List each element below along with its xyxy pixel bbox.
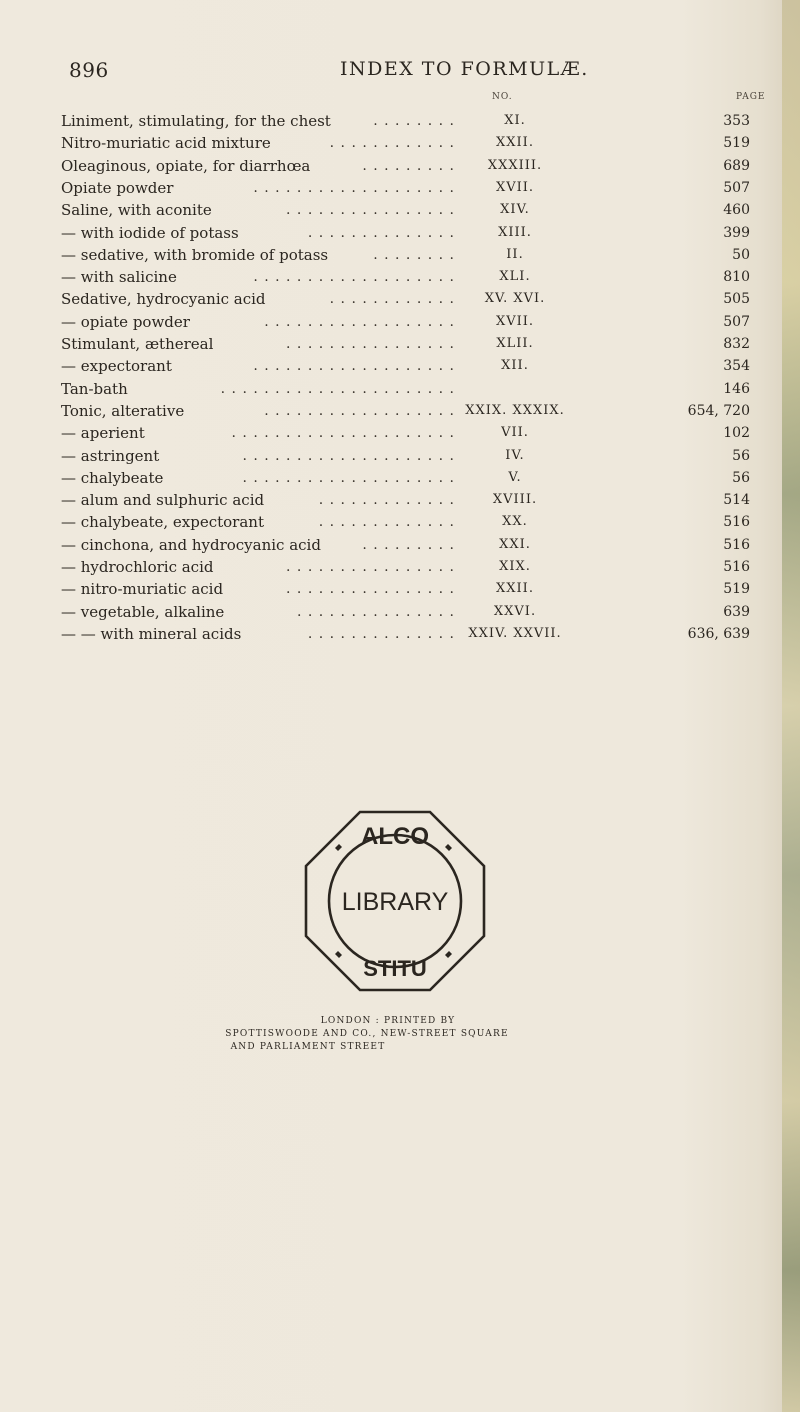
dot-leader: . . . . . . . . . . . . (329, 291, 455, 308)
entry-formula-number-text: XIX. (499, 559, 531, 574)
entry-page: 516 (723, 559, 750, 575)
entry-name: — alum and sulphuric acid (61, 491, 265, 510)
index-entry (0, 489, 800, 511)
entry-formula-number-text: VII. (501, 425, 529, 441)
index-entry (0, 199, 800, 221)
entry-page: 50 (732, 246, 750, 263)
dot-leader: . . . . . . . . (373, 113, 455, 129)
dot-leader: . . . . . . . . . . . . . . . . . . . . . . (220, 380, 455, 397)
entry-page: 514 (723, 492, 750, 509)
entry-page: 507 (723, 313, 750, 330)
dot-leader: . . . . . . . . . . . . . . (307, 625, 455, 642)
index-entry (0, 355, 800, 377)
entry-name: — sedative, with bromide of potass (61, 245, 329, 264)
index-entry (0, 511, 800, 533)
column-header-page: PAGE (736, 92, 766, 102)
entry-name: Oleaginous, opiate, for diarrhœa (61, 156, 311, 175)
dot-leader: . . . . . . . . . . . . . . . . (286, 559, 455, 575)
index-entry (0, 222, 800, 244)
index-entry (0, 445, 800, 467)
entry-formula-number-text: XLI. (499, 269, 531, 285)
entry-page: 516 (723, 536, 750, 553)
entry-page: 636, 639 (687, 625, 750, 642)
entry-formula-number-text: XVII. (495, 179, 535, 195)
index-entry (0, 534, 800, 556)
entry-page: 507 (723, 179, 750, 196)
entry-formula-number-text: XXII. (496, 135, 534, 151)
index-entry (0, 288, 800, 310)
dot-leader: . . . . . . . . . . . . . . . . . . (264, 402, 455, 419)
entry-name: Tonic, alterative (61, 401, 185, 420)
entry-formula-number-text: XXVI. (493, 603, 537, 619)
dot-leader: . . . . . . . . . . . . . (318, 492, 455, 509)
index-entry (0, 311, 800, 333)
entry-page: 354 (723, 358, 750, 375)
dot-leader: . . . . . . . . . . . . . . . . . . . . (242, 447, 455, 464)
page-number: 896 (69, 58, 109, 82)
entry-page: 832 (723, 336, 750, 352)
entry-formula-number-text: XVIII. (492, 492, 538, 508)
entry-page: 505 (723, 291, 750, 308)
entry-formula-number-text: V. (508, 469, 522, 485)
index-entry (0, 556, 800, 578)
entry-name: Liniment, stimulating, for the chest (61, 112, 331, 130)
index-entry (0, 244, 800, 266)
entry-name: — with iodide of potass (61, 223, 239, 242)
dot-leader: . . . . . . . . (373, 246, 455, 263)
entry-name: Tan-bath (61, 379, 128, 398)
entry-page: 519 (723, 135, 750, 152)
index-entry (0, 177, 800, 199)
entry-formula-number-text: XX. (502, 514, 528, 530)
index-entry (0, 623, 800, 645)
dot-leader: . . . . . . . . . . . . . . . . (286, 202, 455, 219)
dot-leader: . . . . . . . . . (362, 536, 455, 553)
entry-formula-number-text: XXI. (499, 536, 531, 552)
entry-formula-number-text: XXXIII. (487, 157, 543, 173)
entry-name: — — with mineral acids (61, 624, 242, 643)
entry-formula-number-text: XXII. (496, 581, 534, 597)
index-entry (0, 333, 800, 355)
imprint-line-3: AND PARLIAMENT STREET (230, 1042, 386, 1052)
imprint-line-2: SPOTTISWOODE AND CO., NEW-STREET SQUARE (225, 1029, 509, 1039)
stamp-bottom-text: STITU (363, 956, 427, 981)
dot-leader: . . . . . . . . . . . . . (318, 514, 455, 531)
index-entry (0, 378, 800, 400)
entry-formula-number-text: XVII. (495, 313, 535, 329)
dot-leader: . . . . . . . . . (362, 157, 455, 174)
stamp-top-text: ALCO (361, 823, 429, 850)
index-entry (0, 467, 800, 489)
entry-name: — with salicine (61, 268, 177, 287)
entry-page: 639 (723, 603, 750, 620)
entry-name: — nitro-muriatic acid (61, 580, 224, 599)
entry-formula-number-text: XIII. (498, 224, 532, 240)
entry-name: Nitro-muriatic acid mixture (61, 134, 271, 153)
entry-page: 399 (723, 224, 750, 241)
entry-name: Opiate powder (61, 178, 174, 197)
dot-leader: . . . . . . . . . . . . . . . . . . . . . (231, 425, 455, 442)
entry-formula-number-text: IV. (505, 447, 525, 463)
dot-leader: . . . . . . . . . . . . . . . . . . . (253, 358, 455, 375)
entry-page: 519 (723, 581, 750, 598)
entry-page: 654, 720 (687, 402, 750, 419)
entry-page: 516 (723, 514, 750, 531)
dot-leader: . . . . . . . . . . . . . . . . . . . . (242, 469, 455, 486)
entry-name: Saline, with aconite (61, 201, 212, 220)
entry-formula-number-text: XIV. (500, 202, 530, 218)
entry-name: Stimulant, æthereal (61, 335, 214, 353)
entry-formula-number-text: XI. (504, 113, 526, 128)
index-entry (0, 578, 800, 600)
index-entry (0, 110, 800, 132)
dot-leader: . . . . . . . . . . . . . . . . (286, 581, 455, 598)
running-title: INDEX TO FORMULÆ. (340, 58, 589, 80)
dot-leader: . . . . . . . . . . . . . . . . . . . (253, 179, 455, 196)
entry-name: Sedative, hydrocyanic acid (61, 290, 266, 309)
index-entry (0, 266, 800, 288)
library-stamp (302, 808, 488, 994)
entry-name: — astringent (61, 446, 160, 465)
entry-name: — aperient (61, 424, 145, 443)
entry-name: — expectorant (61, 357, 172, 376)
entry-page: 146 (723, 380, 750, 397)
entry-formula-number-text: XV. XVI. (484, 291, 546, 307)
index-entry (0, 132, 800, 154)
entry-page: 56 (732, 447, 750, 464)
entry-formula-number-text: XII. (501, 358, 529, 374)
entry-name: — vegetable, alkaline (61, 602, 225, 621)
index-entry (0, 422, 800, 444)
column-header-no: NO. (492, 92, 513, 102)
entry-page: 56 (732, 469, 750, 486)
dot-leader: . . . . . . . . . . . . (329, 135, 455, 152)
entry-page: 460 (723, 202, 750, 219)
dot-leader: . . . . . . . . . . . . . . . . (286, 336, 455, 352)
entry-formula-number-text: XXIX. XXXIX. (465, 402, 565, 418)
index-entry (0, 155, 800, 177)
entry-formula-number-text: II. (506, 246, 524, 262)
imprint-line-1: LONDON : PRINTED BY (320, 1016, 456, 1026)
page-header (0, 58, 800, 88)
index-entry (0, 601, 800, 623)
dot-leader: . . . . . . . . . . . . . . (307, 224, 455, 241)
stamp-center-text: LIBRARY (341, 888, 449, 916)
dot-leader: . . . . . . . . . . . . . . . . . . (264, 313, 455, 330)
entry-page: 102 (723, 425, 750, 442)
entry-name: — chalybeate, expectorant (61, 513, 264, 532)
entry-page: 353 (723, 113, 750, 129)
dot-leader: . . . . . . . . . . . . . . . . . . . (253, 269, 455, 286)
entry-page: 689 (723, 157, 750, 174)
entry-name: — chalybeate (61, 468, 164, 487)
entry-name: — opiate powder (61, 312, 190, 331)
entry-name: — cinchona, and hydrocyanic acid (61, 535, 321, 554)
entry-page: 810 (723, 269, 750, 286)
index-entry (0, 400, 800, 422)
entry-name: — hydrochloric acid (61, 558, 214, 576)
dot-leader: . . . . . . . . . . . . . . . (296, 603, 455, 620)
entry-formula-number-text: XLII. (496, 336, 534, 351)
entry-formula-number-text: XXIV. XXVII. (468, 625, 562, 641)
